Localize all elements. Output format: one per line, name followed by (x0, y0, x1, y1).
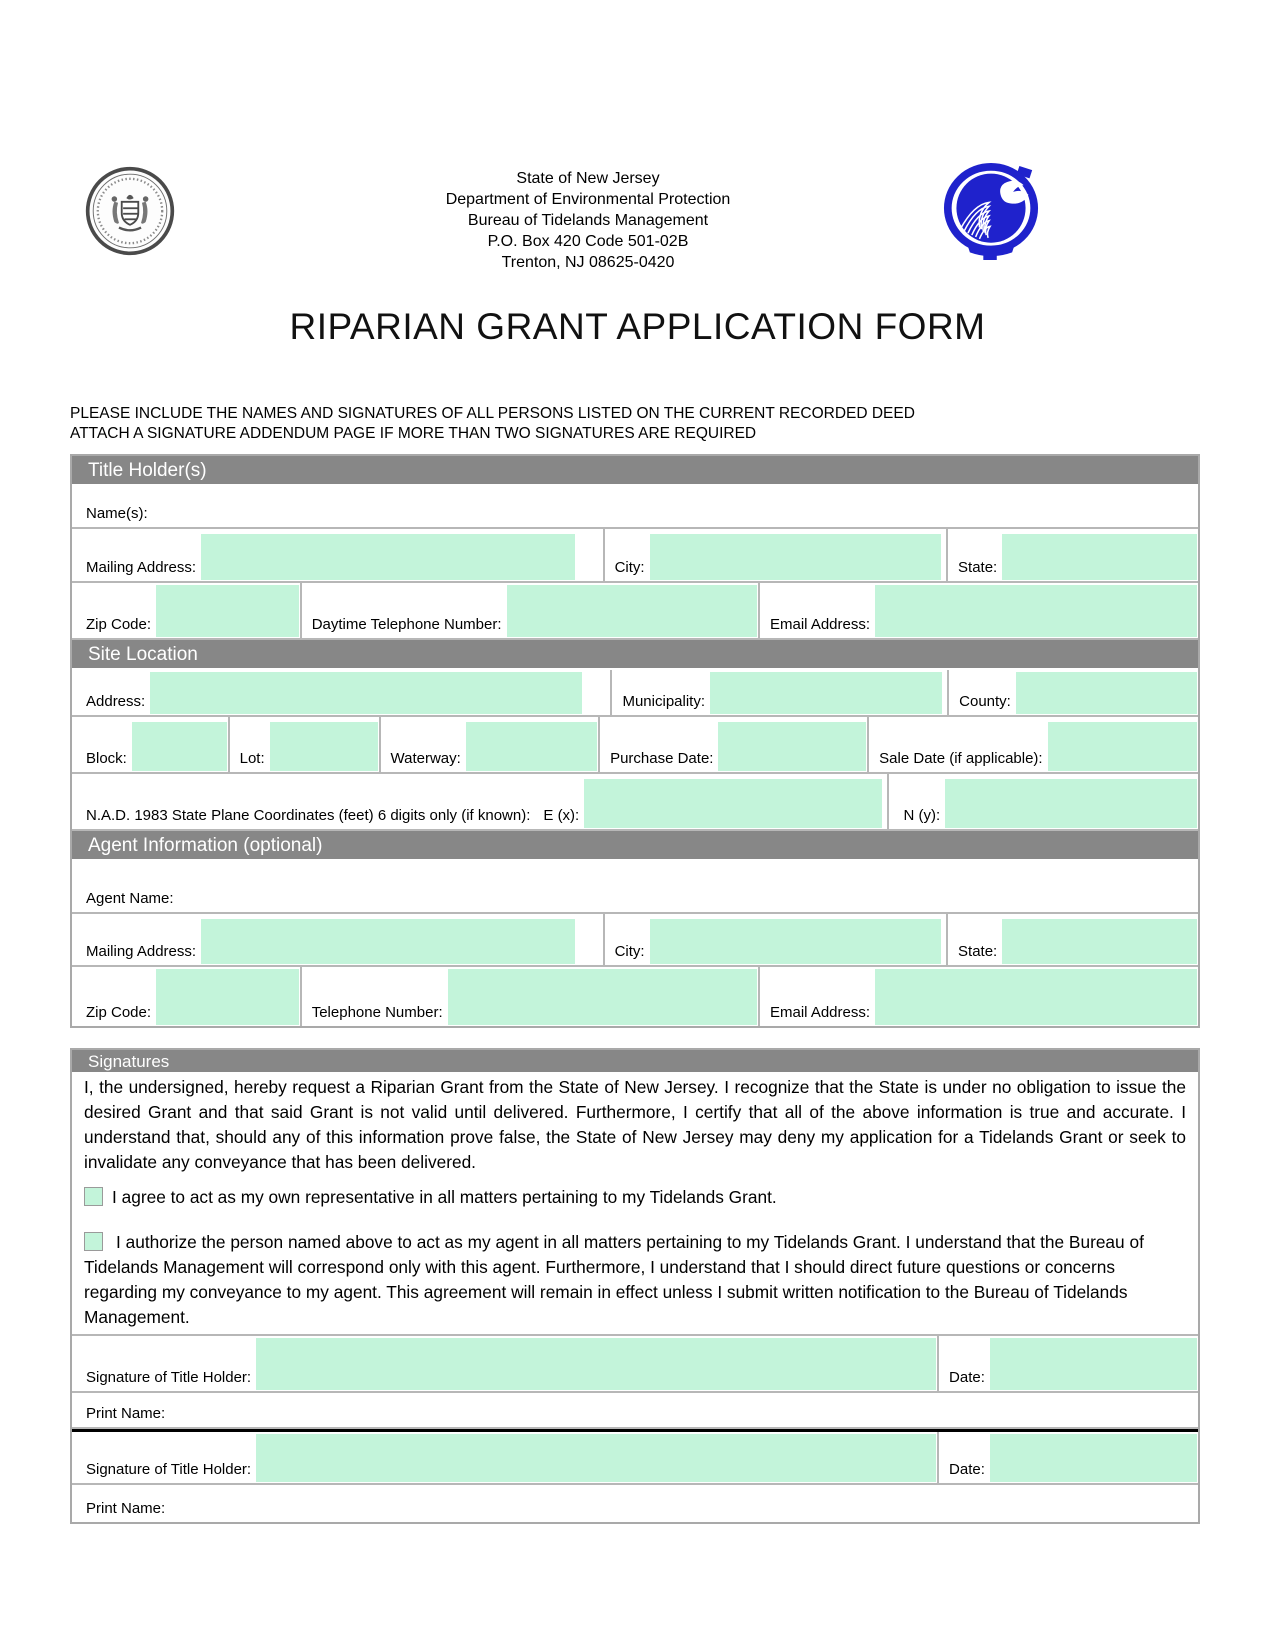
email-label: Email Address: (769, 616, 871, 633)
agent-email-input[interactable] (875, 969, 1197, 1025)
coordinates-row (72, 774, 1198, 831)
signature-of-title-holder-label: Signature of Title Holder: (86, 1461, 252, 1478)
agency-line: Department of Environmental Protection (445, 191, 731, 208)
agency-line: Trenton, NJ 08625-0420 (501, 254, 675, 271)
state-label: State: (958, 559, 998, 576)
agent-name-row (72, 861, 1198, 914)
agent-authorization-checkbox[interactable] (84, 1232, 103, 1251)
state-input[interactable] (1002, 534, 1197, 580)
municipality-label: Municipality: (622, 693, 705, 710)
waterway-label: Waterway: (390, 750, 461, 767)
application-form-table (70, 454, 1200, 1028)
county-label: County: (959, 693, 1011, 710)
page-title: RIPARIAN GRANT APPLICATION FORM (289, 306, 986, 347)
own-representative-option (72, 1185, 1198, 1210)
names-label: Name(s): (86, 505, 148, 522)
mailing-address-input[interactable] (201, 534, 575, 580)
agent-phone-input[interactable] (448, 969, 757, 1025)
block-label: Block: (86, 750, 127, 767)
instruction-line-1: PLEASE INCLUDE THE NAMES AND SIGNATURES OF ALL PERSONS LISTED ON THE CURRENT RECORDED DEED (70, 405, 915, 422)
print-name-label: Print Name: (86, 1405, 166, 1422)
section-header-signatures: Signatures (72, 1050, 1198, 1074)
agency-line: P.O. Box 420 Code 501-02B (487, 233, 689, 250)
agent-authorization-text: I authorize the person named above to act as my agent in all matters pertaining to my Tidelands Grant. I understand that the Bureau of Tidelands Management will correspond only with this agent. Furthermore, I understand that I should direct future questions or concerns regarding my conveyance to my agent. This agreement will remain in effect unless I submit written notification to the Bureau of Tidelands Management. (84, 1232, 1144, 1327)
easting-label: E (x): (543, 807, 580, 824)
signature-of-title-holder-label: Signature of Title Holder: (86, 1369, 252, 1386)
print-name-label: Print Name: (86, 1500, 166, 1517)
zip-code-input[interactable] (156, 585, 299, 637)
date-1-input[interactable] (990, 1338, 1197, 1390)
print-name-row-1 (72, 1393, 1198, 1429)
site-address-label: Address: (86, 693, 146, 710)
city-input[interactable] (650, 534, 941, 580)
signature-1-input[interactable] (256, 1338, 936, 1390)
deed-instructions (70, 404, 1200, 444)
date-label: Date: (949, 1461, 985, 1478)
block-input[interactable] (132, 722, 227, 771)
signature-row-1 (72, 1334, 1198, 1393)
sale-date-input[interactable] (1048, 722, 1197, 771)
signature-row-2 (72, 1429, 1198, 1485)
own-representative-checkbox[interactable] (84, 1187, 103, 1206)
site-address-input[interactable] (150, 672, 582, 714)
agent-city-label: City: (614, 943, 645, 960)
agent-zip-code-input[interactable] (156, 969, 299, 1025)
date-2-input[interactable] (990, 1434, 1197, 1482)
zip-code-label: Zip Code: (86, 616, 152, 633)
own-representative-text: I agree to act as my own representative in all matters pertaining to my Tidelands Grant. (112, 1187, 777, 1207)
zip-phone-email-row (72, 583, 1198, 640)
county-input[interactable] (1016, 672, 1197, 714)
nj-state-seal-icon (84, 164, 176, 258)
instruction-line-2: ATTACH A SIGNATURE ADDENDUM PAGE IF MORE THAN TWO SIGNATURES ARE REQUIRED (70, 425, 757, 442)
tidelands-bureau-logo-icon (943, 160, 1039, 264)
date-label: Date: (949, 1369, 985, 1386)
name-row (72, 486, 1198, 529)
waterway-input[interactable] (466, 722, 597, 771)
purchase-date-label: Purchase Date: (610, 750, 714, 767)
municipality-input[interactable] (710, 672, 942, 714)
agent-state-input[interactable] (1002, 919, 1197, 964)
agent-email-label: Email Address: (769, 1004, 871, 1021)
lot-input[interactable] (270, 722, 378, 771)
agent-mailing-address-label: Mailing Address: (86, 943, 197, 960)
agency-line: Bureau of Tidelands Management (467, 212, 709, 229)
agent-zip-phone-email-row (72, 967, 1198, 1026)
nad-coordinates-label: N.A.D. 1983 State Plane Coordinates (feet) 6 digits only (if known): (86, 807, 531, 824)
section-header-title-holders: Title Holder(s) (72, 456, 1198, 486)
email-input[interactable] (875, 585, 1197, 637)
city-label: City: (614, 559, 645, 576)
signatures-block (70, 1048, 1200, 1524)
agent-authorization-option (72, 1230, 1198, 1330)
lot-label: Lot: (239, 750, 265, 767)
print-name-row-2 (72, 1485, 1198, 1522)
easting-input[interactable] (584, 779, 882, 828)
agent-mailing-address-row (72, 914, 1198, 967)
agent-state-label: State: (958, 943, 998, 960)
agent-city-input[interactable] (650, 919, 941, 964)
section-header-site-location: Site Location (72, 640, 1198, 670)
mailing-address-label: Mailing Address: (86, 559, 197, 576)
daytime-phone-input[interactable] (507, 585, 757, 637)
signature-2-input[interactable] (256, 1434, 936, 1482)
northing-input[interactable] (945, 779, 1197, 828)
purchase-date-input[interactable] (718, 722, 866, 771)
agent-zip-code-label: Zip Code: (86, 1004, 152, 1021)
signature-declaration: I, the undersigned, hereby request a Riparian Grant from the State of New Jersey. I recognize that the State is under no obligation to issue the desired Grant and that said Grant is not valid until delivered. Furthermore, I certify that all of the above information is true and accurate. I understand that, should any of this information prove false, the State of New Jersey may deny my application for a Tidelands Grant or seek to invalidate any conveyance that has been delivered. (84, 1077, 1186, 1172)
block-lot-waterway-row (72, 717, 1198, 774)
signature-rows (72, 1334, 1198, 1522)
mailing-address-row (72, 529, 1198, 583)
agency-address-block (288, 168, 888, 273)
agent-name-label: Agent Name: (86, 890, 174, 907)
northing-label: N (y): (903, 807, 941, 824)
agent-phone-label: Telephone Number: (311, 1004, 443, 1021)
site-address-row (72, 670, 1198, 717)
agency-line: State of New Jersey (516, 170, 660, 187)
daytime-phone-label: Daytime Telephone Number: (311, 616, 502, 633)
section-header-agent-information: Agent Information (optional) (72, 831, 1198, 861)
agent-mailing-address-input[interactable] (201, 919, 575, 964)
sale-date-label: Sale Date (if applicable): (879, 750, 1043, 767)
